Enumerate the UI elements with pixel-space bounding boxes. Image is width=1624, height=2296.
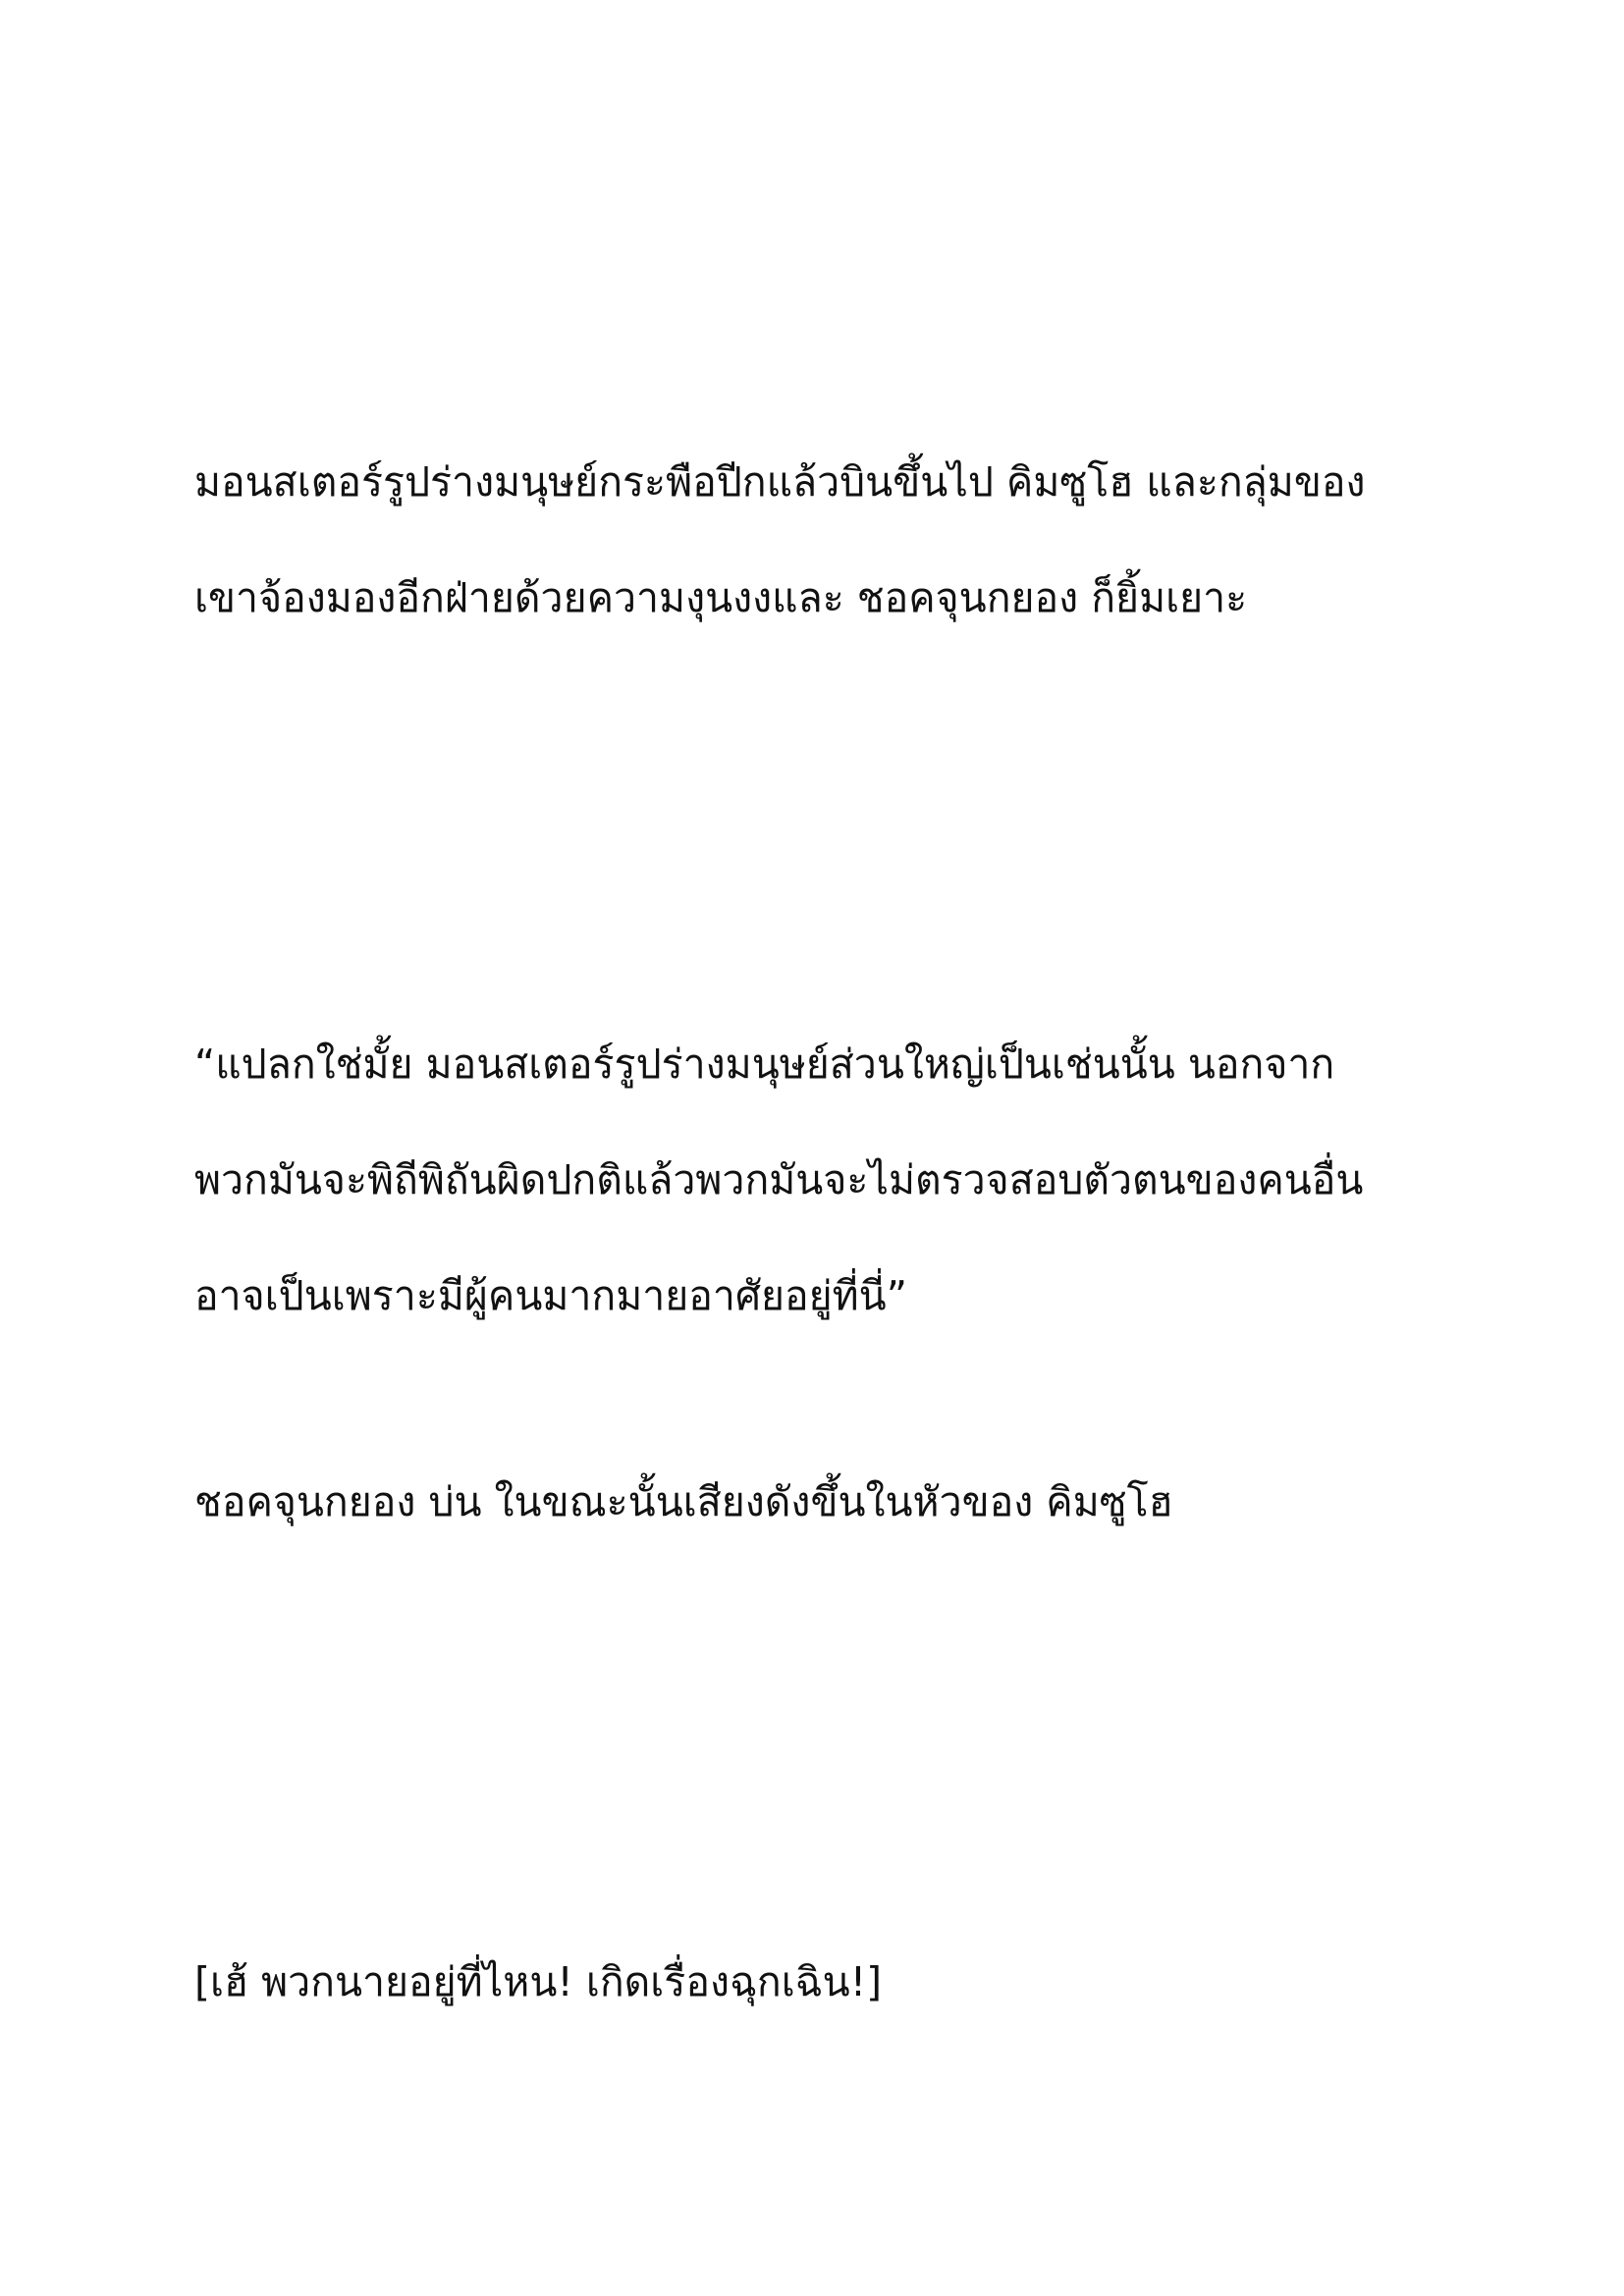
text-line: มอนสเตอร์รูปร่างมนุษย์กระพือปีกแล้วบินขึ้นไป คิมซูโฮ และกลุ่มของ bbox=[194, 458, 1366, 506]
text-line: อาจเป็นเพราะมีผู้คนมากมายอาศัยอยู่ที่นี่” bbox=[194, 1272, 907, 1319]
text-line: พวกมันจะพิถีพิถันผิดปกติแล้วพวกมันจะไม่ตรวจสอบตัวตนของคนอื่น bbox=[194, 1156, 1364, 1203]
text-line: [เฮ้ พวกนายอยู่ที่ไหน! เกิดเรื่องฉุกเฉิน!] bbox=[194, 1958, 883, 2005]
narration-paragraph bbox=[194, 1444, 1471, 1560]
text-line: “แปลกใช่มั้ย มอนสเตอร์รูปร่างมนุษย์ส่วนใหญ่เป็นเช่นนั้น นอกจาก bbox=[194, 1041, 1335, 1088]
text-line: ชอคจุนกยอง บ่น ในขณะนั้นเสียงดังขึ้นในหัวของ คิมซูโฮ bbox=[194, 1478, 1173, 1525]
message-paragraph bbox=[194, 1924, 1471, 2040]
narration-paragraph bbox=[194, 424, 1471, 656]
dialogue-paragraph bbox=[194, 1006, 1471, 1354]
text-line: เขาจ้องมองอีกฝ่ายด้วยความงุนงงและ ชอคจุนกยอง ก็ยิ้มเยาะ bbox=[194, 574, 1248, 621]
